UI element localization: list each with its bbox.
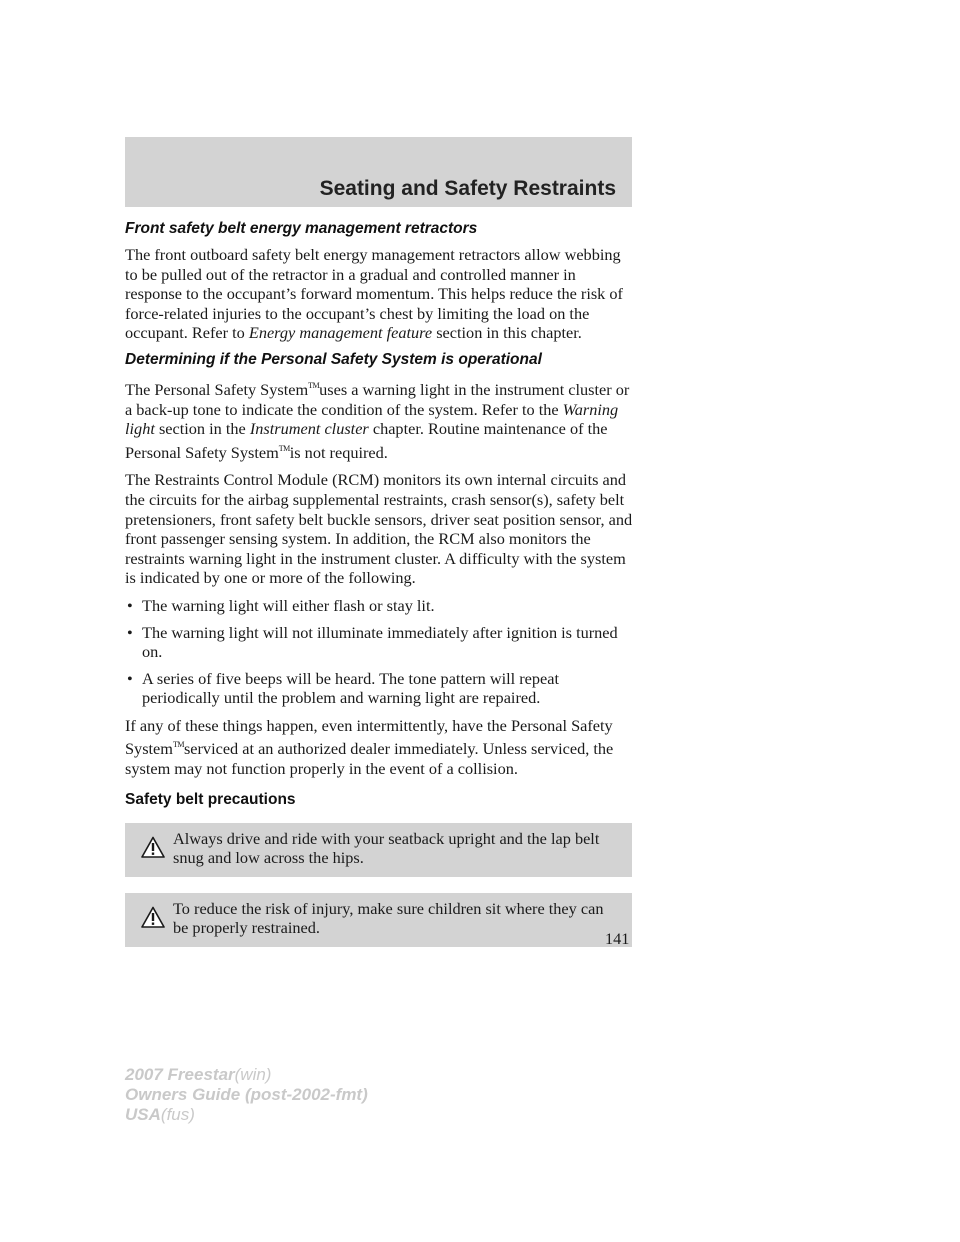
difficulty-list	[125, 596, 635, 708]
bullet-icon: •	[127, 622, 133, 642]
warning-box	[125, 823, 632, 877]
chapter-title: Seating and Safety Restraints	[319, 177, 616, 200]
cross-reference-warning-light: Warning light	[125, 399, 619, 439]
document-footer	[125, 1065, 368, 1125]
paragraph-operational-3: If any of these things happen, even intermittently, have the Personal Safety System™serviced at an authorized dealer immediately. Unless serviced, the system may not function properly in the event of a collision.	[125, 715, 614, 779]
section-heading-retractors: Front safety belt energy management retractors	[125, 220, 478, 237]
warning-triangle-icon	[141, 906, 165, 928]
trademark-mark: TM	[278, 443, 290, 453]
list-item: • The warning light will either flash or stay lit.	[127, 595, 435, 615]
page-number: 141	[605, 929, 630, 948]
bullet-icon: •	[127, 595, 133, 615]
bullet-icon: •	[127, 668, 133, 688]
section-heading-precautions: Safety belt precautions	[125, 790, 296, 808]
section-heading-operational: Determining if the Personal Safety System is operational	[125, 350, 542, 368]
cross-reference-instrument-cluster: Instrument cluster	[249, 419, 369, 439]
footer-line-guide: Owners Guide (post-2002-fmt)	[125, 1085, 368, 1104]
page-content	[125, 220, 635, 963]
warning-text: Always drive and ride with your seatback upright and the lap belt snug and low across the hips.	[173, 828, 600, 868]
paragraph-retractors: The front outboard safety belt energy management retractors allow webbing to be pulled out of the retractor in a gradual and controlled manner in response to the occupant’s forward momentum. This helps reduce the risk of force-related injuries to the occupant’s chest by limiting the load on the occupant. Refer to Energy management feature section in this chapter.	[125, 245, 623, 343]
warning-box	[125, 893, 632, 947]
list-item: • The warning light will not illuminate immediately after ignition is turned on.	[127, 622, 618, 662]
trademark-mark: TM	[308, 380, 320, 390]
warning-triangle-icon	[141, 836, 165, 858]
footer-line-market: USA(fus)	[125, 1105, 195, 1124]
paragraph-operational-2: The Restraints Control Module (RCM) monitors its own internal circuits and the circuits for the airbag supplemental restraints, crash sensor(s), safety belt pretensioners, front safety belt buckle sensors, driver seat position sensor, and front passenger sensing system. In addition, the RCM also monitors the restraints warning light in the instrument cluster. A difficulty with the system is indicated by one or more of the following.	[125, 470, 633, 588]
list-item: • A series of five beeps will be heard. The tone pattern will repeat periodically until the problem and warning light are repaired.	[127, 668, 559, 708]
cross-reference-energy-management: Energy management feature	[248, 323, 433, 343]
footer-line-model: 2007 Freestar(win)	[125, 1065, 272, 1084]
paragraph-operational-1: The Personal Safety System™uses a warning light in the instrument cluster or a back-up tone to indicate the condition of the system. Refer to the Warning light section in the Instrument cluster chapter. Routine maintenance of the Personal Safety System™is not required.	[125, 379, 630, 462]
warning-text: To reduce the risk of injury, make sure children sit where they can be properly restrained.	[173, 898, 604, 938]
chapter-header-band	[125, 137, 632, 207]
trademark-mark: TM	[172, 740, 184, 750]
